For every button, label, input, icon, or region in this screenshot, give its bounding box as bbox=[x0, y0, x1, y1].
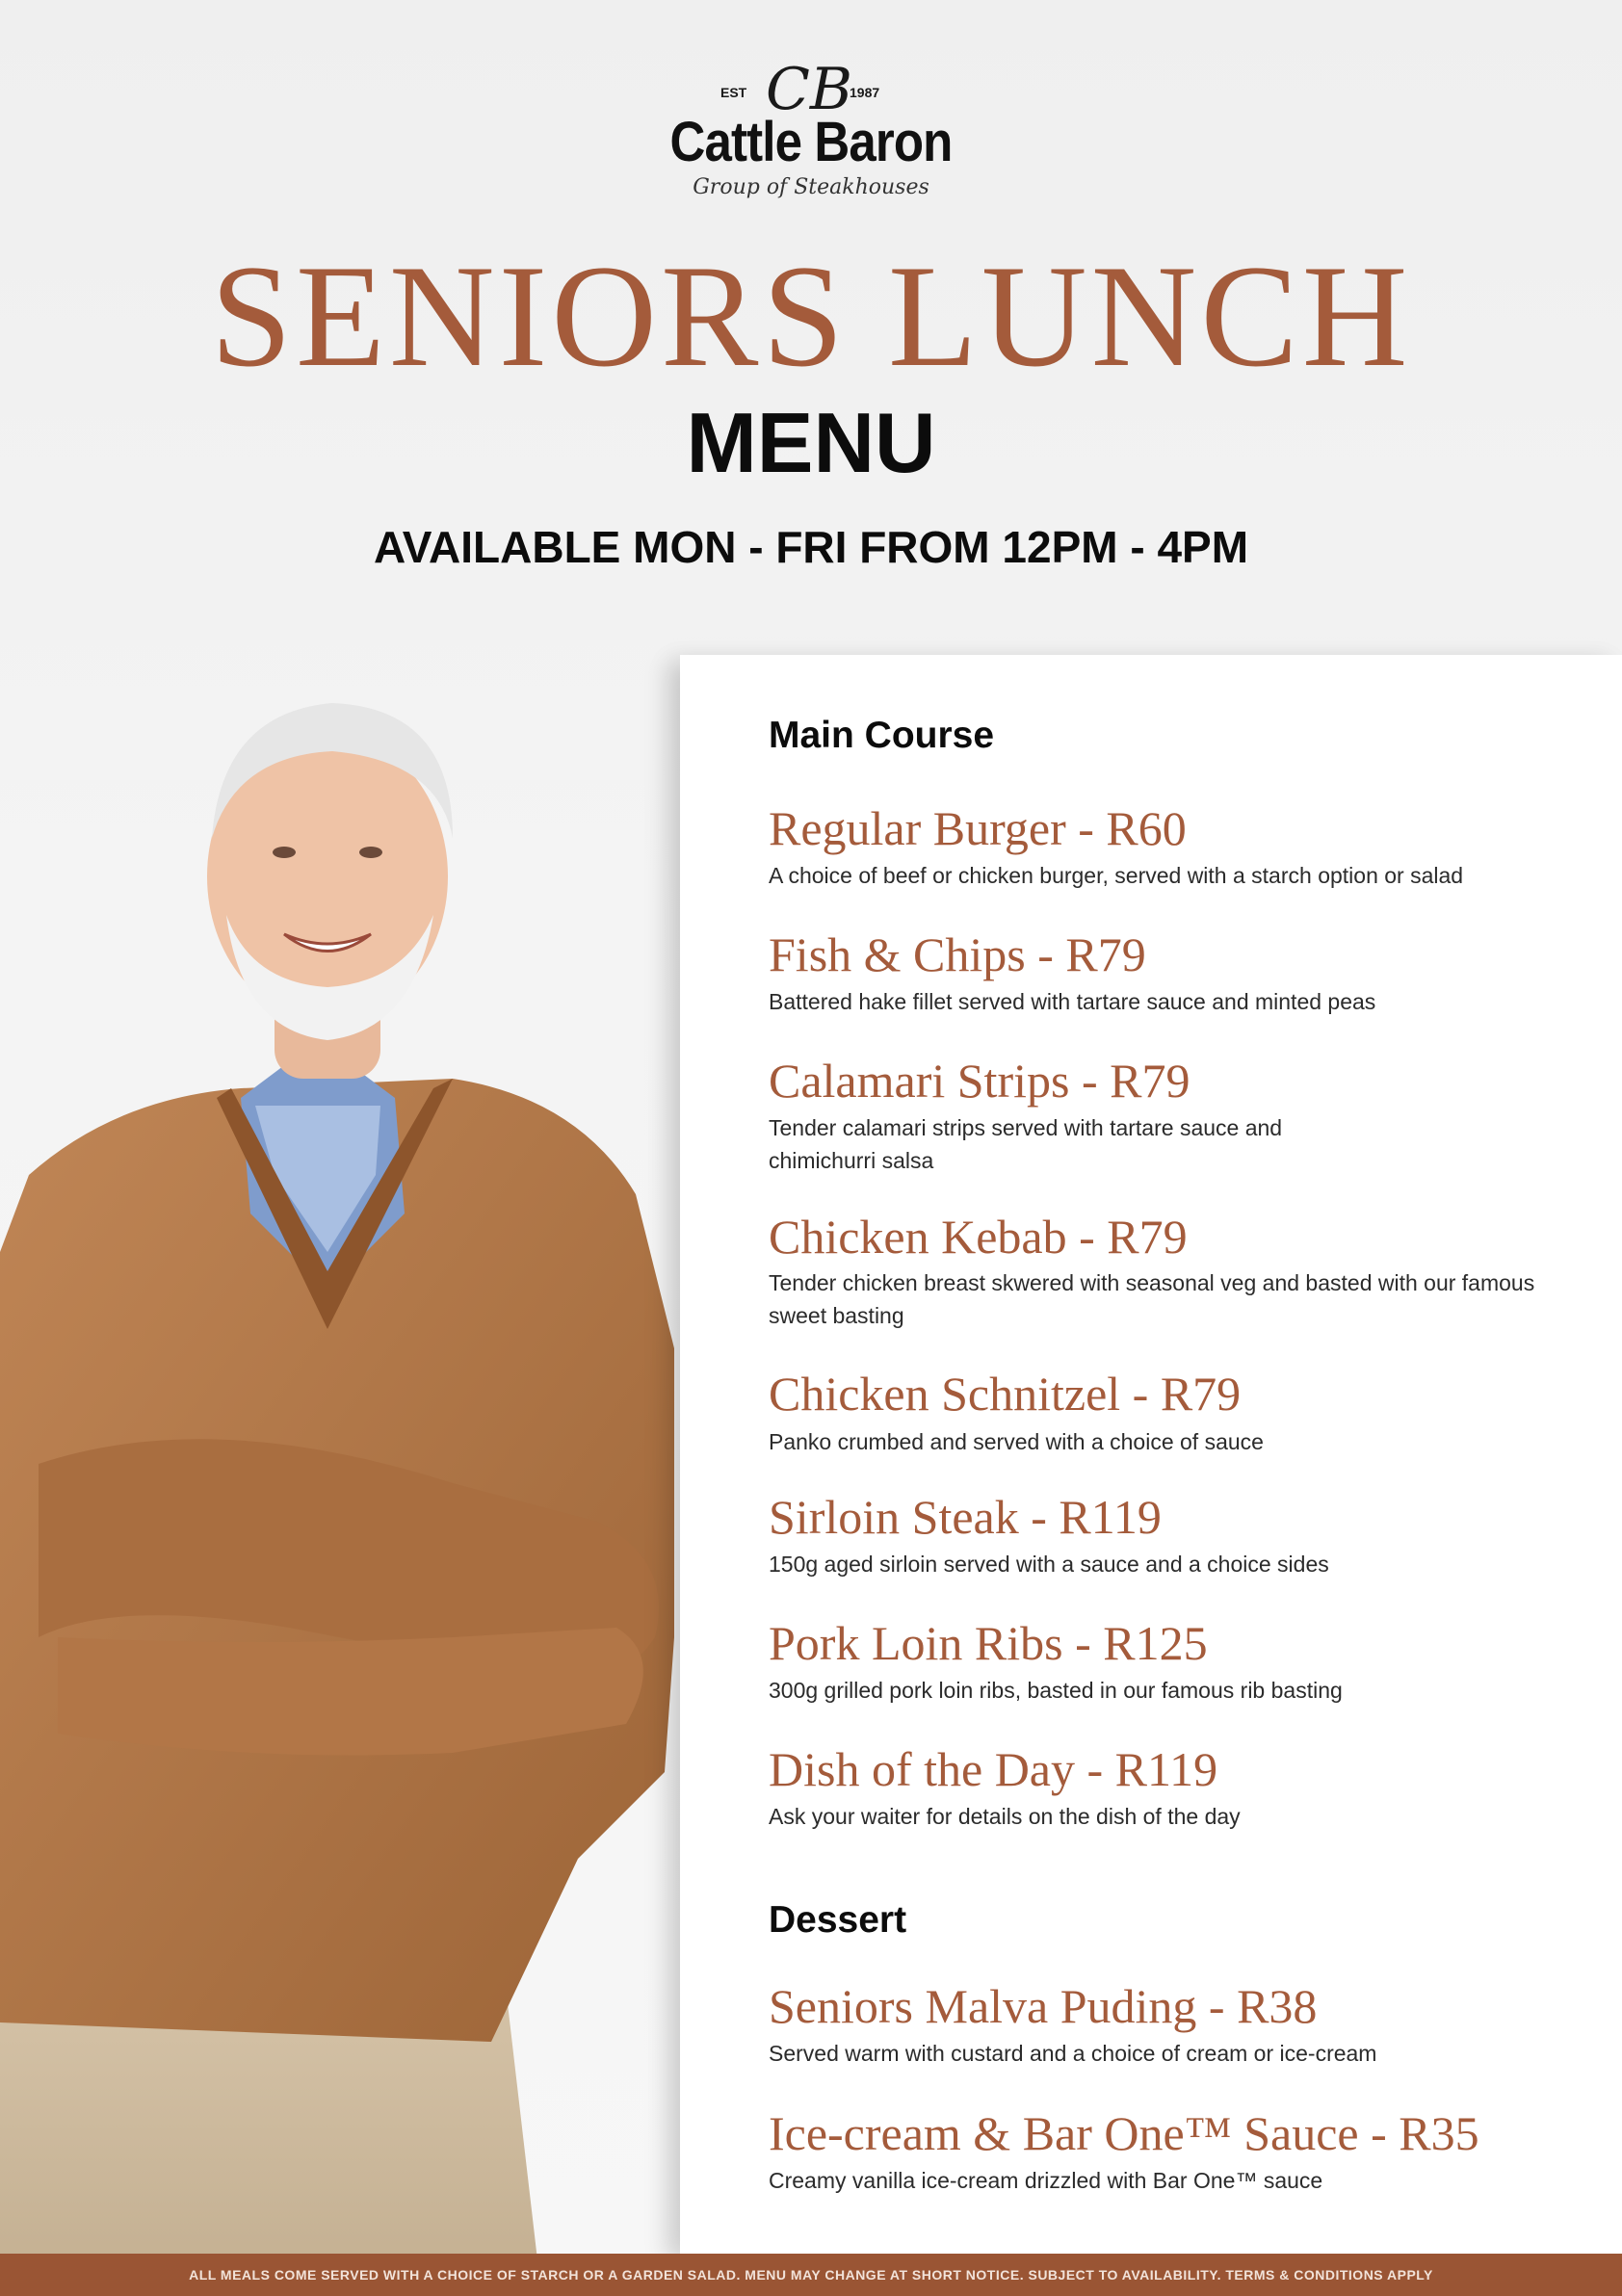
menu-item-desc: 150g aged sirloin served with a sauce and a choice sides bbox=[769, 1552, 1329, 1577]
menu-item-name: Ice-cream & Bar One™ Sauce - R35 bbox=[769, 2106, 1479, 2160]
menu-item-name: Seniors Malva Puding - R38 bbox=[769, 1979, 1318, 2033]
menu-item-desc: Battered hake fillet served with tartare sauce and minted peas bbox=[769, 989, 1376, 1014]
menu-item-desc: Ask your waiter for details on the dish of the day bbox=[769, 1804, 1241, 1829]
page-title: SENIORS LUNCH bbox=[210, 235, 1412, 397]
menu-item-name: Chicken Kebab - R79 bbox=[769, 1210, 1188, 1264]
menu-item-desc: Panko crumbed and served with a choice of sauce bbox=[769, 1429, 1264, 1454]
menu-item-desc: 300g grilled pork loin ribs, basted in our famous rib basting bbox=[769, 1678, 1343, 1703]
menu-item-desc: Creamy vanilla ice-cream drizzled with Bar One™ sauce bbox=[769, 2168, 1323, 2193]
logo-est: EST bbox=[720, 85, 747, 100]
menu-panel bbox=[680, 655, 1622, 2254]
menu-item-name: Dish of the Day - R119 bbox=[769, 1742, 1218, 1796]
menu-item-desc: Tender chicken breast skwered with seasonal veg and basted with our famous sweet basting bbox=[769, 1270, 1535, 1328]
menu-item-desc: A choice of beef or chicken burger, served with a starch option or salad bbox=[769, 863, 1464, 888]
menu-item-desc: Served warm with custard and a choice of cream or ice-cream bbox=[769, 2041, 1377, 2066]
menu-item-name: Regular Burger - R60 bbox=[769, 801, 1187, 855]
brand-logo bbox=[0, 56, 1622, 220]
logo-tagline: Group of Steakhouses bbox=[693, 175, 929, 199]
footer-disclaimer: ALL MEALS COME SERVED WITH A CHOICE OF STARCH OR A GARDEN SALAD. MENU MAY CHANGE AT SHORT NOTICE. SUBJECT TO AVAILABILITY. TERMS & CONDITIONS APPLY bbox=[0, 2254, 1622, 2296]
logo-monogram: CB bbox=[766, 56, 852, 123]
senior-man-photo bbox=[0, 674, 684, 2277]
logo-brand-name: Cattle Baron bbox=[669, 111, 953, 173]
menu-item-desc: Tender calamari strips served with tartare sauce and chimichurri salsa bbox=[769, 1115, 1283, 1173]
menu-item-name: Chicken Schnitzel - R79 bbox=[769, 1367, 1242, 1421]
menu-item-name: Pork Loin Ribs - R125 bbox=[769, 1616, 1208, 1670]
menu-item-name: Sirloin Steak - R119 bbox=[769, 1490, 1162, 1544]
section-main-course: Main Course bbox=[769, 715, 995, 756]
menu-item-name: Calamari Strips - R79 bbox=[769, 1054, 1190, 1108]
menu-item-name: Fish & Chips - R79 bbox=[769, 927, 1146, 981]
logo-year: 1987 bbox=[850, 85, 880, 100]
section-dessert: Dessert bbox=[769, 1899, 907, 1941]
availability-text: AVAILABLE MON - FRI FROM 12PM - 4PM bbox=[373, 522, 1249, 572]
page-subtitle: MENU bbox=[686, 395, 936, 490]
